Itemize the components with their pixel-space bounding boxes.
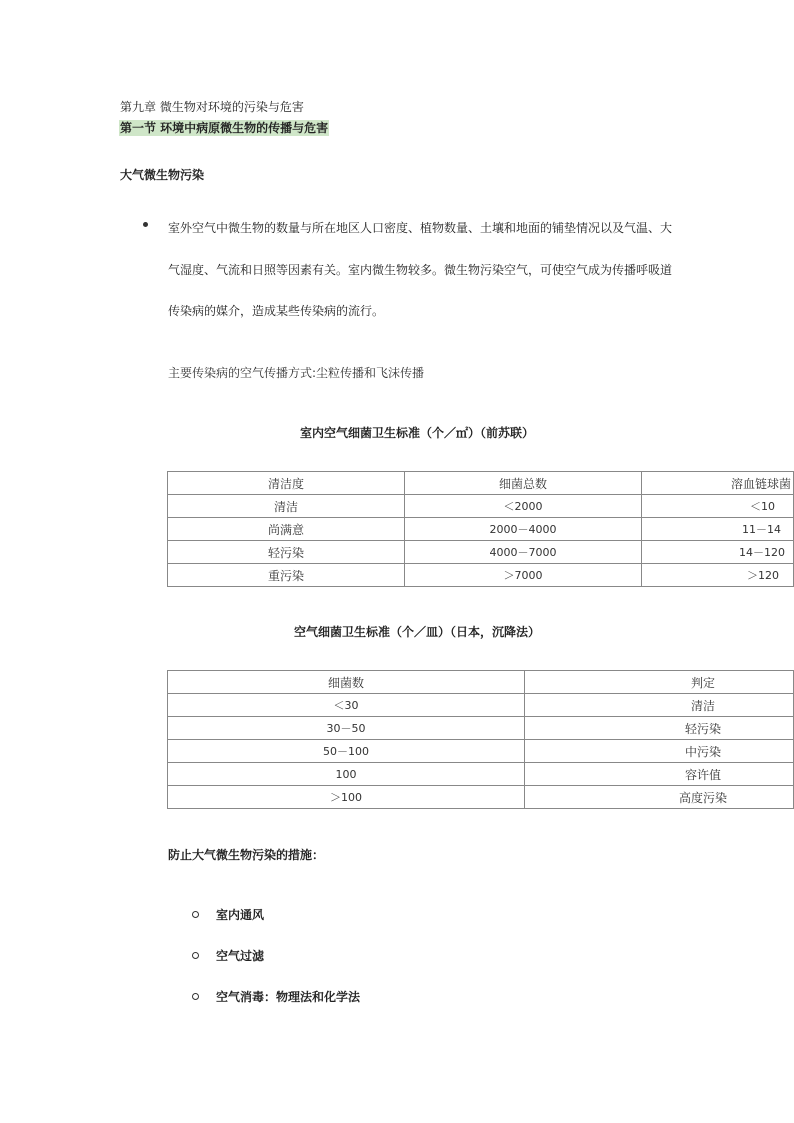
table-cell: ＜10 <box>642 495 794 518</box>
table-cell: 100 <box>168 763 525 786</box>
table-cell: ＞120 <box>642 564 794 587</box>
measure-item-filtration: 空气过滤 <box>216 949 265 963</box>
table-cell: ＜30 <box>168 694 525 717</box>
section-heading: 第一节 环境中病原微生物的传播与危害 <box>120 121 329 135</box>
sub-heading: 大气微生物污染 <box>120 168 205 182</box>
table-cell: ＞7000 <box>405 564 642 587</box>
table-cell: 容许值 <box>525 763 794 786</box>
measure-item-disinfection: 空气消毒：物理法和化学法 <box>216 990 361 1004</box>
table-cell: 11－14 <box>642 518 794 541</box>
table-cell: 轻污染 <box>525 717 794 740</box>
table-header-cell: 细菌总数 <box>405 472 642 495</box>
table-cell: ＞100 <box>168 786 525 809</box>
table-cell: 14－120 <box>642 541 794 564</box>
table-cell: 中污染 <box>525 740 794 763</box>
table-row <box>168 786 794 809</box>
table-row <box>168 717 794 740</box>
table-cell: 4000－7000 <box>405 541 642 564</box>
table-row <box>168 763 794 786</box>
table-row <box>168 541 794 564</box>
table-cell: 清洁 <box>168 495 405 518</box>
paragraph-line-3: 传染病的媒介，造成某些传染病的流行。 <box>168 304 385 318</box>
table-cell: 30－50 <box>168 717 525 740</box>
paragraph-line-2: 气湿度、气流和日照等因素有关。室内微生物较多。微生物污染空气，可使空气成为传播呼吸道 <box>168 263 673 277</box>
table-cell: 轻污染 <box>168 541 405 564</box>
table-cell: 清洁 <box>525 694 794 717</box>
table-row <box>168 694 794 717</box>
measure-item-ventilation: 室内通风 <box>216 908 265 922</box>
chapter-title: 第九章 微生物对环境的污染与危害 <box>120 100 304 114</box>
transmission-note: 主要传染病的空气传播方式:尘粒传播和飞沫传播 <box>168 366 425 380</box>
bullet-dot-icon <box>143 222 148 227</box>
table-header-row <box>168 671 794 694</box>
paragraph-line-1: 室外空气中微生物的数量与所在地区人口密度、植物数量、土壤和地面的铺垫情况以及气温、大 <box>168 221 673 235</box>
table-row <box>168 740 794 763</box>
table-header-cell: 判定 <box>525 671 794 694</box>
indoor-bacteria-table <box>167 471 794 587</box>
table-row <box>168 518 794 541</box>
table-cell: 2000－4000 <box>405 518 642 541</box>
table-cell: 尚满意 <box>168 518 405 541</box>
table-row <box>168 564 794 587</box>
measures-heading: 防止大气微生物污染的措施： <box>168 848 325 862</box>
table2-caption: 空气细菌卫生标准（个／皿）（日本，沉降法） <box>294 625 541 639</box>
table1-caption: 室内空气细菌卫生标准（个／㎡）（前苏联） <box>300 426 535 440</box>
table-cell: ＜2000 <box>405 495 642 518</box>
bacteria-count-table <box>167 670 794 809</box>
circle-bullet-icon <box>192 993 199 1000</box>
table-header-cell: 溶血链球菌 <box>642 472 794 495</box>
circle-bullet-icon <box>192 911 199 918</box>
table-row <box>168 495 794 518</box>
table-header-cell: 清洁度 <box>168 472 405 495</box>
table-cell: 50－100 <box>168 740 525 763</box>
circle-bullet-icon <box>192 952 199 959</box>
table-cell: 重污染 <box>168 564 405 587</box>
table-header-cell: 细菌数 <box>168 671 525 694</box>
table-header-row <box>168 472 794 495</box>
table-cell: 高度污染 <box>525 786 794 809</box>
